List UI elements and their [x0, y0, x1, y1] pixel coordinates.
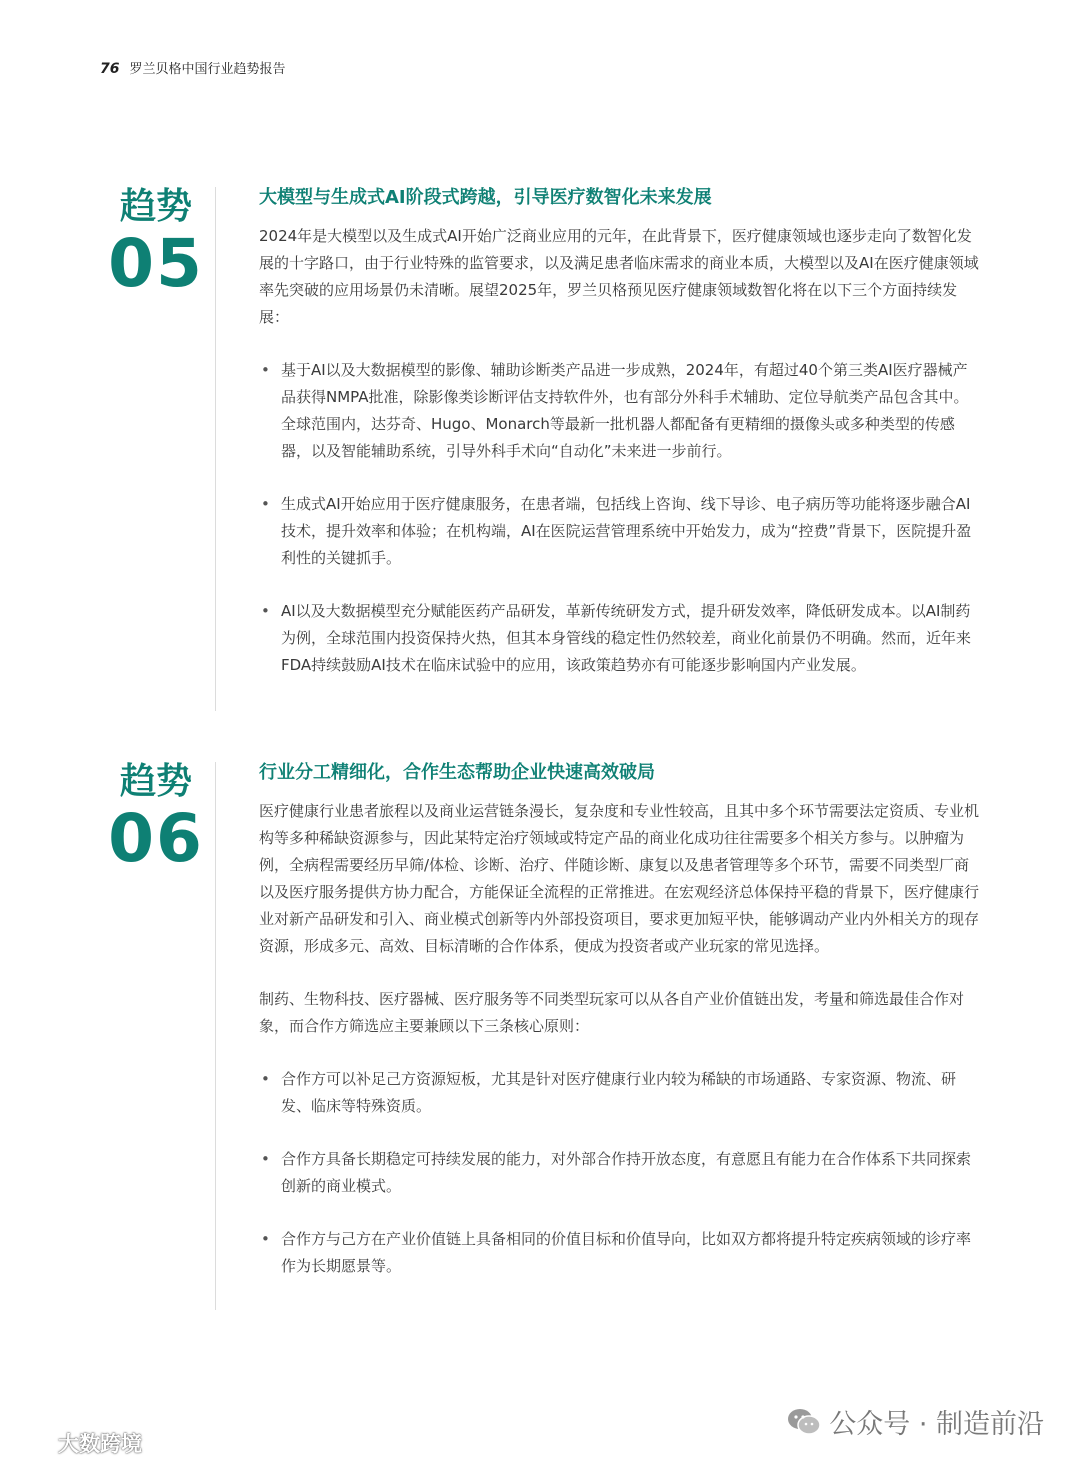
trend-06-intro: 医疗健康行业患者旅程以及商业运营链条漫长，复杂度和专业性较高，且其中多个环节需要法定资质、专业机构等多种稀缺资源参与，因此某特定治疗领域或特定产品的商业化成功往往需要多个相关方参与。以肿瘤为例，全病程需要经历早筛/体检、诊断、治疗、伴随诊断、康复以及患者管理等多个环节，需要不同类型厂商以及医疗服务提供方协力配合，方能保证全流程的正常推进。在宏观经济总体保持平稳的背景下，医疗健康行业对新产品研发和引入、商业模式创新等内外部投资项目，要求更加短平快，能够调动产业内外相关方的现存资源，形成多元、高效、目标清晰的合作体系，便成为投资者或产业玩家的常见选择。 — [259, 802, 980, 955]
list-item: • AI以及大数据模型充分赋能医药产品研发，革新传统研发方式，提升研发效率，降低研发成本。以AI制药为例，全球范围内投资保持火热，但其本身管线的稳定性仍然较差，商业化前景仍不明确。然而，近年来FDA持续鼓励AI技术在临床试验中的应用，该政策趋势亦有可能逐步影响国内产业发展。 — [261, 602, 972, 674]
trend-06-label — [108, 760, 204, 877]
trend-06-section — [0, 760, 1080, 1315]
list-item: • 合作方可以补足己方资源短板，尤其是针对医疗健康行业内较为稀缺的市场通路、专家资源、物流、研发、临床等特殊资质。 — [261, 1070, 957, 1115]
list-item: • 生成式AI开始应用于医疗健康服务，在患者端，包括线上咨询、线下导诊、电子病历等功能将逐步融合AI技术，提升效率和体验；在机构端，AI在医院运营管理系统中开始发力，成为“控费”背景下，医院提升盈利性的关键抓手。 — [261, 495, 972, 567]
trend-06-number: 06 — [108, 800, 204, 877]
dashujingjing-watermark — [8, 1428, 142, 1458]
trend-06-principles-intro: 制药、生物科技、医疗器械、医疗服务等不同类型玩家可以从各自产业价值链出发，考量和筛选最佳合作对象，而合作方筛选应主要兼顾以下三条核心原则： — [259, 990, 965, 1035]
brand-logo-icon — [8, 1430, 52, 1456]
trend-05-content — [259, 185, 981, 679]
list-item: • 合作方与己方在产业价值链上具备相同的价值目标和价值导向，比如双方都将提升特定疾病领域的诊疗率作为长期愿景等。 — [261, 1230, 972, 1275]
page-number: 76 — [100, 61, 120, 77]
list-item: • 合作方具备长期稳定可持续发展的能力，对外部合作持开放态度，有意愿且有能力在合作体系下共同探索创新的商业模式。 — [261, 1150, 972, 1195]
wechat-account-name: 公众号 · 制造前沿 — [829, 1409, 1044, 1440]
trend-06-content — [259, 760, 981, 1280]
page-header — [100, 58, 286, 77]
trend-05-number: 05 — [108, 225, 204, 302]
trend-06-word: 趋势 — [119, 761, 192, 802]
report-title: 罗兰贝格中国行业趋势报告 — [129, 62, 286, 77]
trend-05-label — [108, 185, 204, 302]
list-item: • 基于AI以及大数据模型的影像、辅助诊断类产品进一步成熟，2024年，有超过40个第三类AI医疗器械产品获得NMPA批准，除影像类诊断评估支持软件外，也有部分外科手术辅助、定位导航类产品包含其中。全球范围内，达芬奇、Hugo、Monarch等最新一批机器人都配备有更精细的摄像头或多种类型的传感器，以及智能辅助系统，引导外科手术向“自动化”未来进一步前行。 — [261, 361, 969, 460]
trend-06-divider — [215, 762, 216, 1310]
trend-05-divider — [215, 187, 216, 711]
trend-05-word: 趋势 — [119, 186, 192, 227]
trend-06-bullets — [259, 1066, 981, 1280]
trend-05-section — [0, 185, 1080, 715]
wechat-icon — [787, 1407, 821, 1437]
brand-watermark-text: 大数跨境 — [58, 1432, 142, 1456]
trend-05-title: 大模型与生成式AI阶段式跨越，引导医疗数智化未来发展 — [259, 187, 712, 208]
trend-05-intro: 2024年是大模型以及生成式AI开始广泛商业应用的元年，在此背景下，医疗健康领域也逐步走向了数智化发展的十字路口，由于行业特殊的监管要求，以及满足患者临床需求的商业本质，大模型以及AI在医疗健康领域率先突破的应用场景仍未清晰。展望2025年，罗兰贝格预见医疗健康领域数智化将在以下三个方面持续发展： — [259, 227, 979, 326]
wechat-watermark — [787, 1402, 1044, 1441]
trend-06-title: 行业分工精细化，合作生态帮助企业快速高效破局 — [259, 762, 655, 783]
trend-05-bullets — [259, 357, 981, 679]
